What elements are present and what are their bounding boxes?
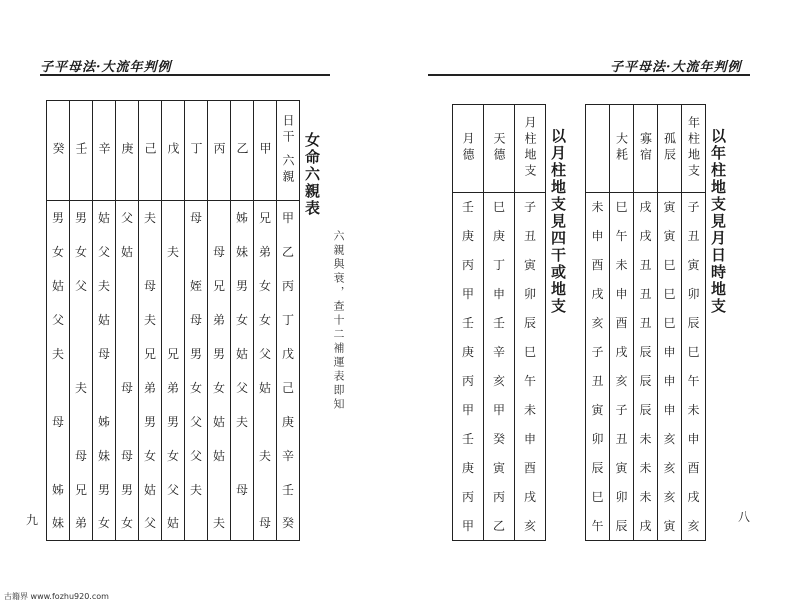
table-cell: 女 [254,269,277,303]
table-cell: 未 [634,425,658,454]
table-cell: 男 [208,337,231,371]
table-cell: 乙 [484,512,515,541]
table-row [47,507,300,541]
table-cell: 戌 [634,193,658,222]
table-cell: 男 [70,201,93,235]
table-row [47,303,300,337]
table-cell [116,337,139,371]
table-cell [231,439,254,473]
table-cell: 未 [515,396,546,425]
header-label: 月德 [461,131,475,164]
table-cell: 妹 [93,439,116,473]
table-cell: 父 [162,473,185,507]
header-label: 庚 [120,141,134,158]
table-row [586,367,706,396]
table-cell [47,439,70,473]
table-cell: 女 [93,507,116,541]
table-row [586,309,706,338]
table-cell [139,235,162,269]
left-table-title: 女命六親表 [303,132,321,217]
header-label: 壬 [74,141,88,158]
table-cell [93,371,116,405]
header-row [453,105,546,193]
header-label: 月柱地支 [523,115,537,180]
table-cell: 男 [93,473,116,507]
table-cell: 夫 [47,337,70,371]
table-cell: 母 [116,439,139,473]
table-cell: 母 [93,337,116,371]
table-cell: 女 [208,371,231,405]
table-cell [185,235,208,269]
header-cell [658,105,682,193]
table-cell: 母 [139,269,162,303]
table-cell: 未 [586,193,610,222]
table-cell: 癸 [484,425,515,454]
table-row [453,425,546,454]
header-label: 丙 [212,141,226,158]
left-header-title: 子平母法·大流年判例 [40,60,172,75]
table-cell: 辰 [634,396,658,425]
header-cell [453,105,484,193]
footer-watermark: 古籍界 www.fozhu920.com [4,592,109,601]
table-cell: 姑 [47,269,70,303]
left-header-rule [40,74,330,76]
table-cell: 男 [185,337,208,371]
table-cell: 男 [116,473,139,507]
table-cell: 夫 [231,405,254,439]
table-cell: 父 [70,269,93,303]
table-cell: 辰 [586,454,610,483]
header-cell [231,101,254,201]
table-cell: 姪 [185,269,208,303]
right-table-1-title: 以月柱地支見四干或地支 [549,128,567,315]
table-row [453,512,546,541]
table-cell: 兄 [254,201,277,235]
header-cell [139,101,162,201]
header-cell [185,101,208,201]
table-row [453,222,546,251]
table-cell: 父 [116,201,139,235]
table-cell: 戌 [610,338,634,367]
table-cell: 寅 [658,222,682,251]
header-cell [634,105,658,193]
table-cell: 未 [610,251,634,280]
table-cell: 丙 [277,269,300,303]
table-cell: 亥 [682,512,706,541]
header-cell [70,101,93,201]
header-label: 丁 [189,141,203,158]
table-cell: 甲 [277,201,300,235]
table-cell [162,303,185,337]
header-label: 年柱地支 [686,115,701,180]
table-cell: 兄 [208,269,231,303]
table-cell: 妹 [47,507,70,541]
table-cell: 父 [139,507,162,541]
header-row [47,101,300,201]
table-cell: 女 [70,235,93,269]
table-cell: 己 [277,371,300,405]
table-cell: 父 [231,371,254,405]
table-cell: 弟 [70,507,93,541]
table-cell: 姑 [116,235,139,269]
table-cell: 甲 [453,512,484,541]
table-cell: 男 [139,405,162,439]
table-cell: 母 [185,201,208,235]
table-cell: 辰 [515,309,546,338]
header-label: 癸 [51,141,65,158]
table-cell: 卯 [682,280,706,309]
table-cell: 巳 [586,483,610,512]
table-row [47,337,300,371]
table-cell: 子 [515,193,546,222]
table-cell: 父 [185,439,208,473]
header-cell [254,101,277,201]
table-cell: 弟 [139,371,162,405]
table-cell: 子 [586,338,610,367]
table-row [47,269,300,303]
table-cell: 夫 [208,507,231,541]
table-cell: 丑 [634,251,658,280]
table-cell: 乙 [277,235,300,269]
table-cell: 丑 [682,222,706,251]
table-cell: 壬 [453,425,484,454]
table-cell: 寅 [586,396,610,425]
table-cell: 未 [634,454,658,483]
header-cell [484,105,515,193]
table-cell: 辰 [634,367,658,396]
table-cell [47,371,70,405]
table-cell: 子 [610,396,634,425]
table-cell: 戌 [634,512,658,541]
table-cell: 母 [254,507,277,541]
table-cell: 父 [93,235,116,269]
header-label: 甲 [258,141,272,158]
table-cell: 母 [208,235,231,269]
table-row [586,251,706,280]
table-cell: 女 [185,371,208,405]
table-cell: 戌 [682,483,706,512]
left-side-note: 六親與衰，查十二補運表即知 [332,230,345,412]
table-cell: 申 [610,280,634,309]
table-cell: 夫 [139,303,162,337]
table-cell: 酉 [610,309,634,338]
table-cell: 姑 [208,405,231,439]
table-cell: 寅 [484,454,515,483]
table-cell: 丑 [610,425,634,454]
table-cell: 丙 [453,367,484,396]
table-row [453,483,546,512]
table-cell [70,303,93,337]
table-cell: 巳 [658,251,682,280]
table-row [586,512,706,541]
table-cell: 甲 [453,396,484,425]
table-cell: 夫 [254,439,277,473]
table-cell: 男 [231,269,254,303]
table-cell: 午 [610,222,634,251]
table-cell: 寅 [515,251,546,280]
table-cell: 庚 [453,222,484,251]
table-cell: 庚 [484,222,515,251]
header-row [586,105,706,193]
header-cell [682,105,706,193]
heavenly-virtue-table [452,104,546,541]
table-cell [162,201,185,235]
table-cell [208,473,231,507]
header-cell [116,101,139,201]
table-cell: 丙 [453,251,484,280]
table-cell: 夫 [70,371,93,405]
table-cell: 酉 [682,454,706,483]
table-cell: 辛 [277,439,300,473]
table-cell: 辰 [682,309,706,338]
table-cell: 丙 [453,483,484,512]
table-cell: 女 [231,303,254,337]
table-cell: 午 [586,512,610,541]
right-header-title: 子平母法·大流年判例 [610,60,742,75]
table-cell: 姊 [47,473,70,507]
table-cell: 卯 [515,280,546,309]
table-cell: 母 [185,303,208,337]
table-cell: 庚 [453,338,484,367]
header-label: 寡宿 [638,131,653,164]
table-row [47,371,300,405]
table-cell: 女 [116,507,139,541]
table-row [47,405,300,439]
table-cell: 亥 [658,483,682,512]
table-cell: 丑 [586,367,610,396]
table-cell: 女 [47,235,70,269]
header-label: 天德 [492,131,506,164]
right-header-rule [428,74,750,76]
table-cell: 巳 [682,338,706,367]
table-cell [116,303,139,337]
table-cell: 姑 [93,201,116,235]
table-row [586,396,706,425]
table-row [47,439,300,473]
table-cell: 母 [70,439,93,473]
table-row [453,396,546,425]
table-cell: 姑 [208,439,231,473]
table-cell [185,507,208,541]
table-cell: 亥 [658,454,682,483]
table-cell: 申 [682,425,706,454]
header-cell [93,101,116,201]
table-cell: 父 [254,337,277,371]
table-row [586,222,706,251]
table-cell: 丁 [277,303,300,337]
table-cell: 庚 [453,454,484,483]
table-row [586,193,706,222]
table-cell: 申 [484,280,515,309]
table-cell: 兄 [162,337,185,371]
table-row [453,367,546,396]
table-cell: 父 [47,303,70,337]
table-cell: 甲 [453,280,484,309]
table-row [47,473,300,507]
table-cell: 亥 [610,367,634,396]
table-cell: 未 [634,483,658,512]
table-cell [231,507,254,541]
header-label: 孤辰 [662,131,677,164]
table-row [453,454,546,483]
header-label: 日干 六親 [281,113,295,186]
header-cell [208,101,231,201]
table-cell: 巳 [610,193,634,222]
table-cell: 丙 [484,483,515,512]
table-cell: 申 [658,367,682,396]
table-cell: 兄 [139,337,162,371]
table-row [586,483,706,512]
table-cell: 卯 [586,425,610,454]
table-row [47,235,300,269]
table-cell: 申 [586,222,610,251]
table-row [47,201,300,235]
table-cell: 申 [658,338,682,367]
table-cell: 酉 [586,251,610,280]
table-cell: 亥 [484,367,515,396]
header-label: 大耗 [614,131,629,164]
table-cell: 亥 [658,425,682,454]
table-cell: 父 [185,405,208,439]
table-cell: 丁 [484,251,515,280]
table-cell: 壬 [484,309,515,338]
table-cell: 寅 [610,454,634,483]
table-cell: 卯 [610,483,634,512]
table-cell: 辰 [634,338,658,367]
table-cell: 亥 [586,309,610,338]
table-row [586,338,706,367]
table-cell: 辛 [484,338,515,367]
right-table-2-title: 以年柱地支見月日時地支 [709,128,727,315]
table-cell: 男 [47,201,70,235]
table-cell: 母 [116,371,139,405]
table-cell: 母 [47,405,70,439]
table-row [586,454,706,483]
table-cell [116,405,139,439]
lonely-star-table [585,104,706,541]
table-cell: 戌 [586,280,610,309]
table-cell [208,201,231,235]
table-cell [254,473,277,507]
table-cell: 戌 [515,483,546,512]
table-cell: 姊 [231,201,254,235]
table-row [586,280,706,309]
table-cell [70,405,93,439]
header-label: 辛 [97,141,111,158]
header-label: 戊 [166,141,180,158]
table-cell: 妹 [231,235,254,269]
table-cell [162,269,185,303]
table-cell: 亥 [515,512,546,541]
table-cell: 壬 [277,473,300,507]
table-cell: 女 [254,303,277,337]
table-cell: 寅 [682,251,706,280]
header-label: 乙 [235,141,249,158]
table-cell: 壬 [453,193,484,222]
table-cell: 姑 [254,371,277,405]
table-cell: 女 [162,439,185,473]
table-cell: 巳 [515,338,546,367]
table-row [586,425,706,454]
header-cell [162,101,185,201]
header-label: 己 [143,141,157,158]
table-cell: 姑 [162,507,185,541]
table-cell: 申 [658,396,682,425]
table-row [453,193,546,222]
table-cell: 兄 [70,473,93,507]
table-row [453,338,546,367]
table-cell: 午 [515,367,546,396]
table-cell: 丑 [515,222,546,251]
table-cell: 夫 [93,269,116,303]
table-cell: 姑 [139,473,162,507]
table-row [453,251,546,280]
table-row [453,309,546,338]
header-cell [277,101,300,201]
header-cell [610,105,634,193]
table-cell: 女 [139,439,162,473]
table-cell: 夫 [162,235,185,269]
table-cell: 午 [682,367,706,396]
right-page-number: 八 [738,510,751,524]
table-cell: 癸 [277,507,300,541]
table-cell: 夫 [185,473,208,507]
table-cell: 巳 [658,280,682,309]
table-cell: 寅 [658,193,682,222]
table-cell: 戌 [634,222,658,251]
table-cell: 未 [682,396,706,425]
table-cell: 庚 [277,405,300,439]
table-cell: 丑 [634,280,658,309]
table-cell: 甲 [484,396,515,425]
left-page-number: 九 [26,513,39,527]
table-cell [254,405,277,439]
table-cell: 巳 [484,193,515,222]
female-kin-table [46,100,300,541]
table-cell: 夫 [139,201,162,235]
table-cell: 姑 [93,303,116,337]
table-cell: 辰 [610,512,634,541]
table-cell: 弟 [162,371,185,405]
header-cell [515,105,546,193]
header-cell [47,101,70,201]
table-cell: 丑 [634,309,658,338]
table-cell: 子 [682,193,706,222]
table-cell [116,269,139,303]
table-cell [70,337,93,371]
table-row [453,280,546,309]
table-cell: 弟 [254,235,277,269]
table-cell: 酉 [515,454,546,483]
table-cell: 男 [162,405,185,439]
table-cell: 姊 [93,405,116,439]
header-cell [586,105,610,193]
table-cell: 申 [515,425,546,454]
table-cell: 弟 [208,303,231,337]
table-cell: 巳 [658,309,682,338]
table-cell: 寅 [658,512,682,541]
table-cell: 壬 [453,309,484,338]
table-cell: 戊 [277,337,300,371]
table-cell: 母 [231,473,254,507]
table-cell: 姑 [231,337,254,371]
